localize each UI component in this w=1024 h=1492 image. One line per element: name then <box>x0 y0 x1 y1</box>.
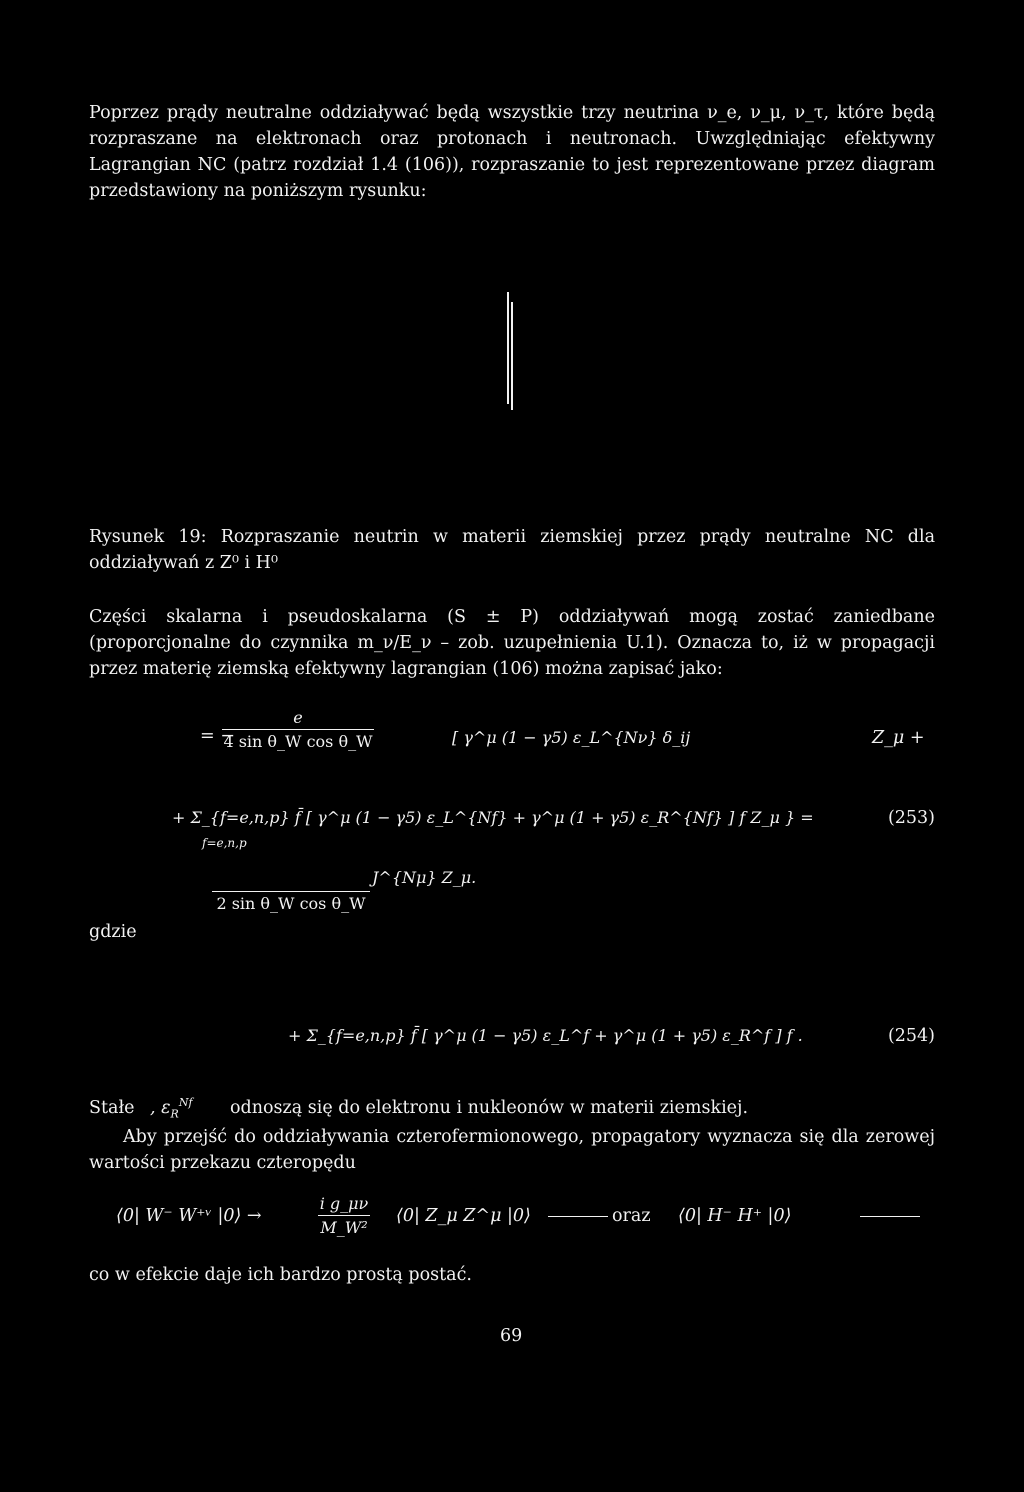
gdzie-label: gdzie <box>89 922 137 942</box>
diagram-line-left <box>507 292 509 404</box>
eq253-line1-end: Z_μ + <box>872 728 925 748</box>
rule-1 <box>548 1206 608 1226</box>
eq253-line2: + Σ_{f=e,n,p} f̄ [ γ^μ (1 − γ5) ε_L^{Nf} + γ^μ (1 + γ5) ε_R^{Nf} ] f Z_μ } = <box>172 808 814 827</box>
propagator-h: ⟨0| H⁻ H⁺ |0⟩ <box>678 1206 792 1226</box>
propagator-z: ⟨0| Z_μ Z^μ |0⟩ <box>396 1206 531 1226</box>
paragraph-scalar: Części skalarna i pseudoskalarna (S ± P) oddziaływań mogą zostać zaniedbane (proporcjonalne do czynnika m_ν/E_ν – zob. uzupełnienia U.1). Oznacza to, iż w propagacji przez materię ziemską efektywny lagrangian (106) można zapisać jako: <box>89 607 935 679</box>
eq253-fraction2 <box>212 870 370 913</box>
eq253-frac2-den: 2 sin θ_W cos θ_W <box>216 894 366 913</box>
propagator-w: ⟨0| W⁻ W⁺ᵛ |0⟩ → <box>116 1206 262 1226</box>
propagator-w-num: i g_μν <box>318 1194 370 1216</box>
paragraph-fourfermion: Aby przejść do oddziaływania czterofermionowego, propagatory wyznacza się dla zerowej wartości przekazu czteropędu <box>89 1127 935 1173</box>
propagator-w-fraction <box>318 1194 370 1237</box>
propagator-w-den: M_W² <box>320 1218 368 1237</box>
eq253-prefix: = − <box>200 726 235 746</box>
eq253-line3-rest: J^{Nμ} Z_μ. <box>372 868 477 887</box>
page-number: 69 <box>500 1326 523 1346</box>
eq253-frac-num: e <box>222 708 374 730</box>
eq253-sum-subscript: f=e,n,p <box>202 836 247 850</box>
eq253-number: (253) <box>887 808 935 828</box>
diagram-line-right <box>511 302 513 410</box>
eq253-line1-body: [ γ^μ (1 − γ5) ε_L^{Nν} δ_ij <box>452 728 691 747</box>
eq254-body: + Σ_{f=e,n,p} f̄ [ γ^μ (1 − γ5) ε_L^f + γ^μ (1 + γ5) ε_R^f ] f . <box>288 1026 803 1045</box>
constants-symbol: , $\varepsilon_R^{Nf}$ <box>150 1096 193 1121</box>
constants-rest: odnoszą się do elektronu i nukleonów w materii ziemskiej. <box>230 1098 749 1118</box>
figure-caption: Rysunek 19: Rozpraszanie neutrin w materii ziemskiej przez prądy neutralne NC dla oddziaływań z Z⁰ i H⁰ <box>89 527 935 573</box>
eq254-number: (254) <box>887 1026 935 1046</box>
eq253-fraction <box>222 708 374 751</box>
constants-prefix: Stałe <box>89 1098 135 1118</box>
oraz-label: oraz <box>612 1206 651 1226</box>
intro-paragraph: Poprzez prądy neutralne oddziaływać będą wszystkie trzy neutrina ν_e, ν_μ, ν_τ, które będą rozpraszane na elektronach oraz protonach i neutronach. Uwzględniając efektywny Lagrangian NC (patrz rozdział 1.4 (106)), rozpraszanie to jest reprezentowane przez diagram przedstawiony na poniższym rysunku: <box>89 103 935 201</box>
rule-2 <box>860 1206 920 1226</box>
paragraph-final: co w efekcie daje ich bardzo prostą postać. <box>89 1265 472 1285</box>
eq253-frac-den: 4 sin θ_W cos θ_W <box>223 732 373 751</box>
eq253-frac2-num <box>212 870 370 892</box>
